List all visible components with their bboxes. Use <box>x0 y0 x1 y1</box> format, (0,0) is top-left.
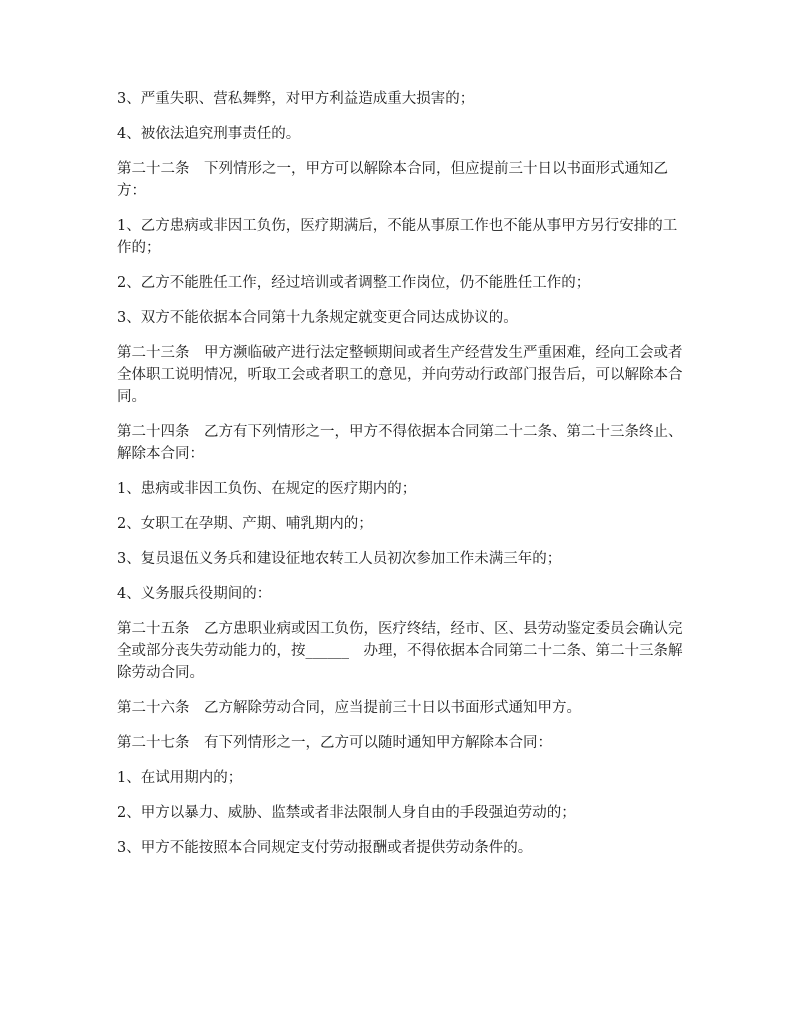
article-26: 第二十六条 乙方解除劳动合同，应当提前三十日以书面形式通知甲方。 <box>117 700 581 716</box>
document-body <box>117 88 683 872</box>
clause-item: 3、复员退伍义务兵和建设征地农转工人员初次参加工作未满三年的； <box>117 551 562 567</box>
clause-item: 1、在试用期内的； <box>117 770 243 786</box>
clause-item: 2、乙方不能胜任工作，经过培训或者调整工作岗位，仍不能胜任工作的； <box>117 275 591 291</box>
clause-item: 1、乙方患病或非因工负伤，医疗期满后，不能从事原工作也不能从事甲方另行安排的工作的； <box>117 218 678 256</box>
clause-item: 3、双方不能依据本合同第十九条规定就变更合同达成协议的。 <box>117 310 518 326</box>
article-24: 第二十四条 乙方有下列情形之一，甲方不得依据本合同第二十二条、第二十三条终止、解除本合同： <box>117 424 683 462</box>
article-22: 第二十二条 下列情形之一，甲方可以解除本合同，但应提前三十日以书面形式通知乙方： <box>117 161 668 199</box>
article-27: 第二十七条 有下列情形之一，乙方可以随时通知甲方解除本合同： <box>117 735 552 751</box>
clause-item: 3、甲方不能按照本合同规定支付劳动报酬或者提供劳动条件的。 <box>117 840 533 856</box>
clause-item: 3、严重失职、营私舞弊，对甲方利益造成重大损害的； <box>117 91 475 107</box>
clause-item: 4、义务服兵役期间的： <box>117 586 272 602</box>
clause-item: 1、患病或非因工负伤、在规定的医疗期内的； <box>117 481 417 497</box>
article-25: 第二十五条 乙方患职业病或因工负伤，医疗终结，经市、区、县劳动鉴定委员会确认完全或部分丧失劳动能力的，按______ 办理，不得依据本合同第二十二条、第二十三条解除劳动合同。 <box>117 621 683 681</box>
article-23: 第二十三条 甲方濒临破产进行法定整顿期间或者生产经营发生严重困难，经向工会或者全体职工说明情况，听取工会或者职工的意见，并向劳动行政部门报告后，可以解除本合同。 <box>117 345 683 405</box>
clause-item: 2、甲方以暴力、威胁、监禁或者非法限制人身自由的手段强迫劳动的； <box>117 805 576 821</box>
clause-item: 2、女职工在孕期、产期、哺乳期内的； <box>117 516 373 532</box>
clause-item: 4、被依法追究刑事责任的。 <box>117 126 301 142</box>
